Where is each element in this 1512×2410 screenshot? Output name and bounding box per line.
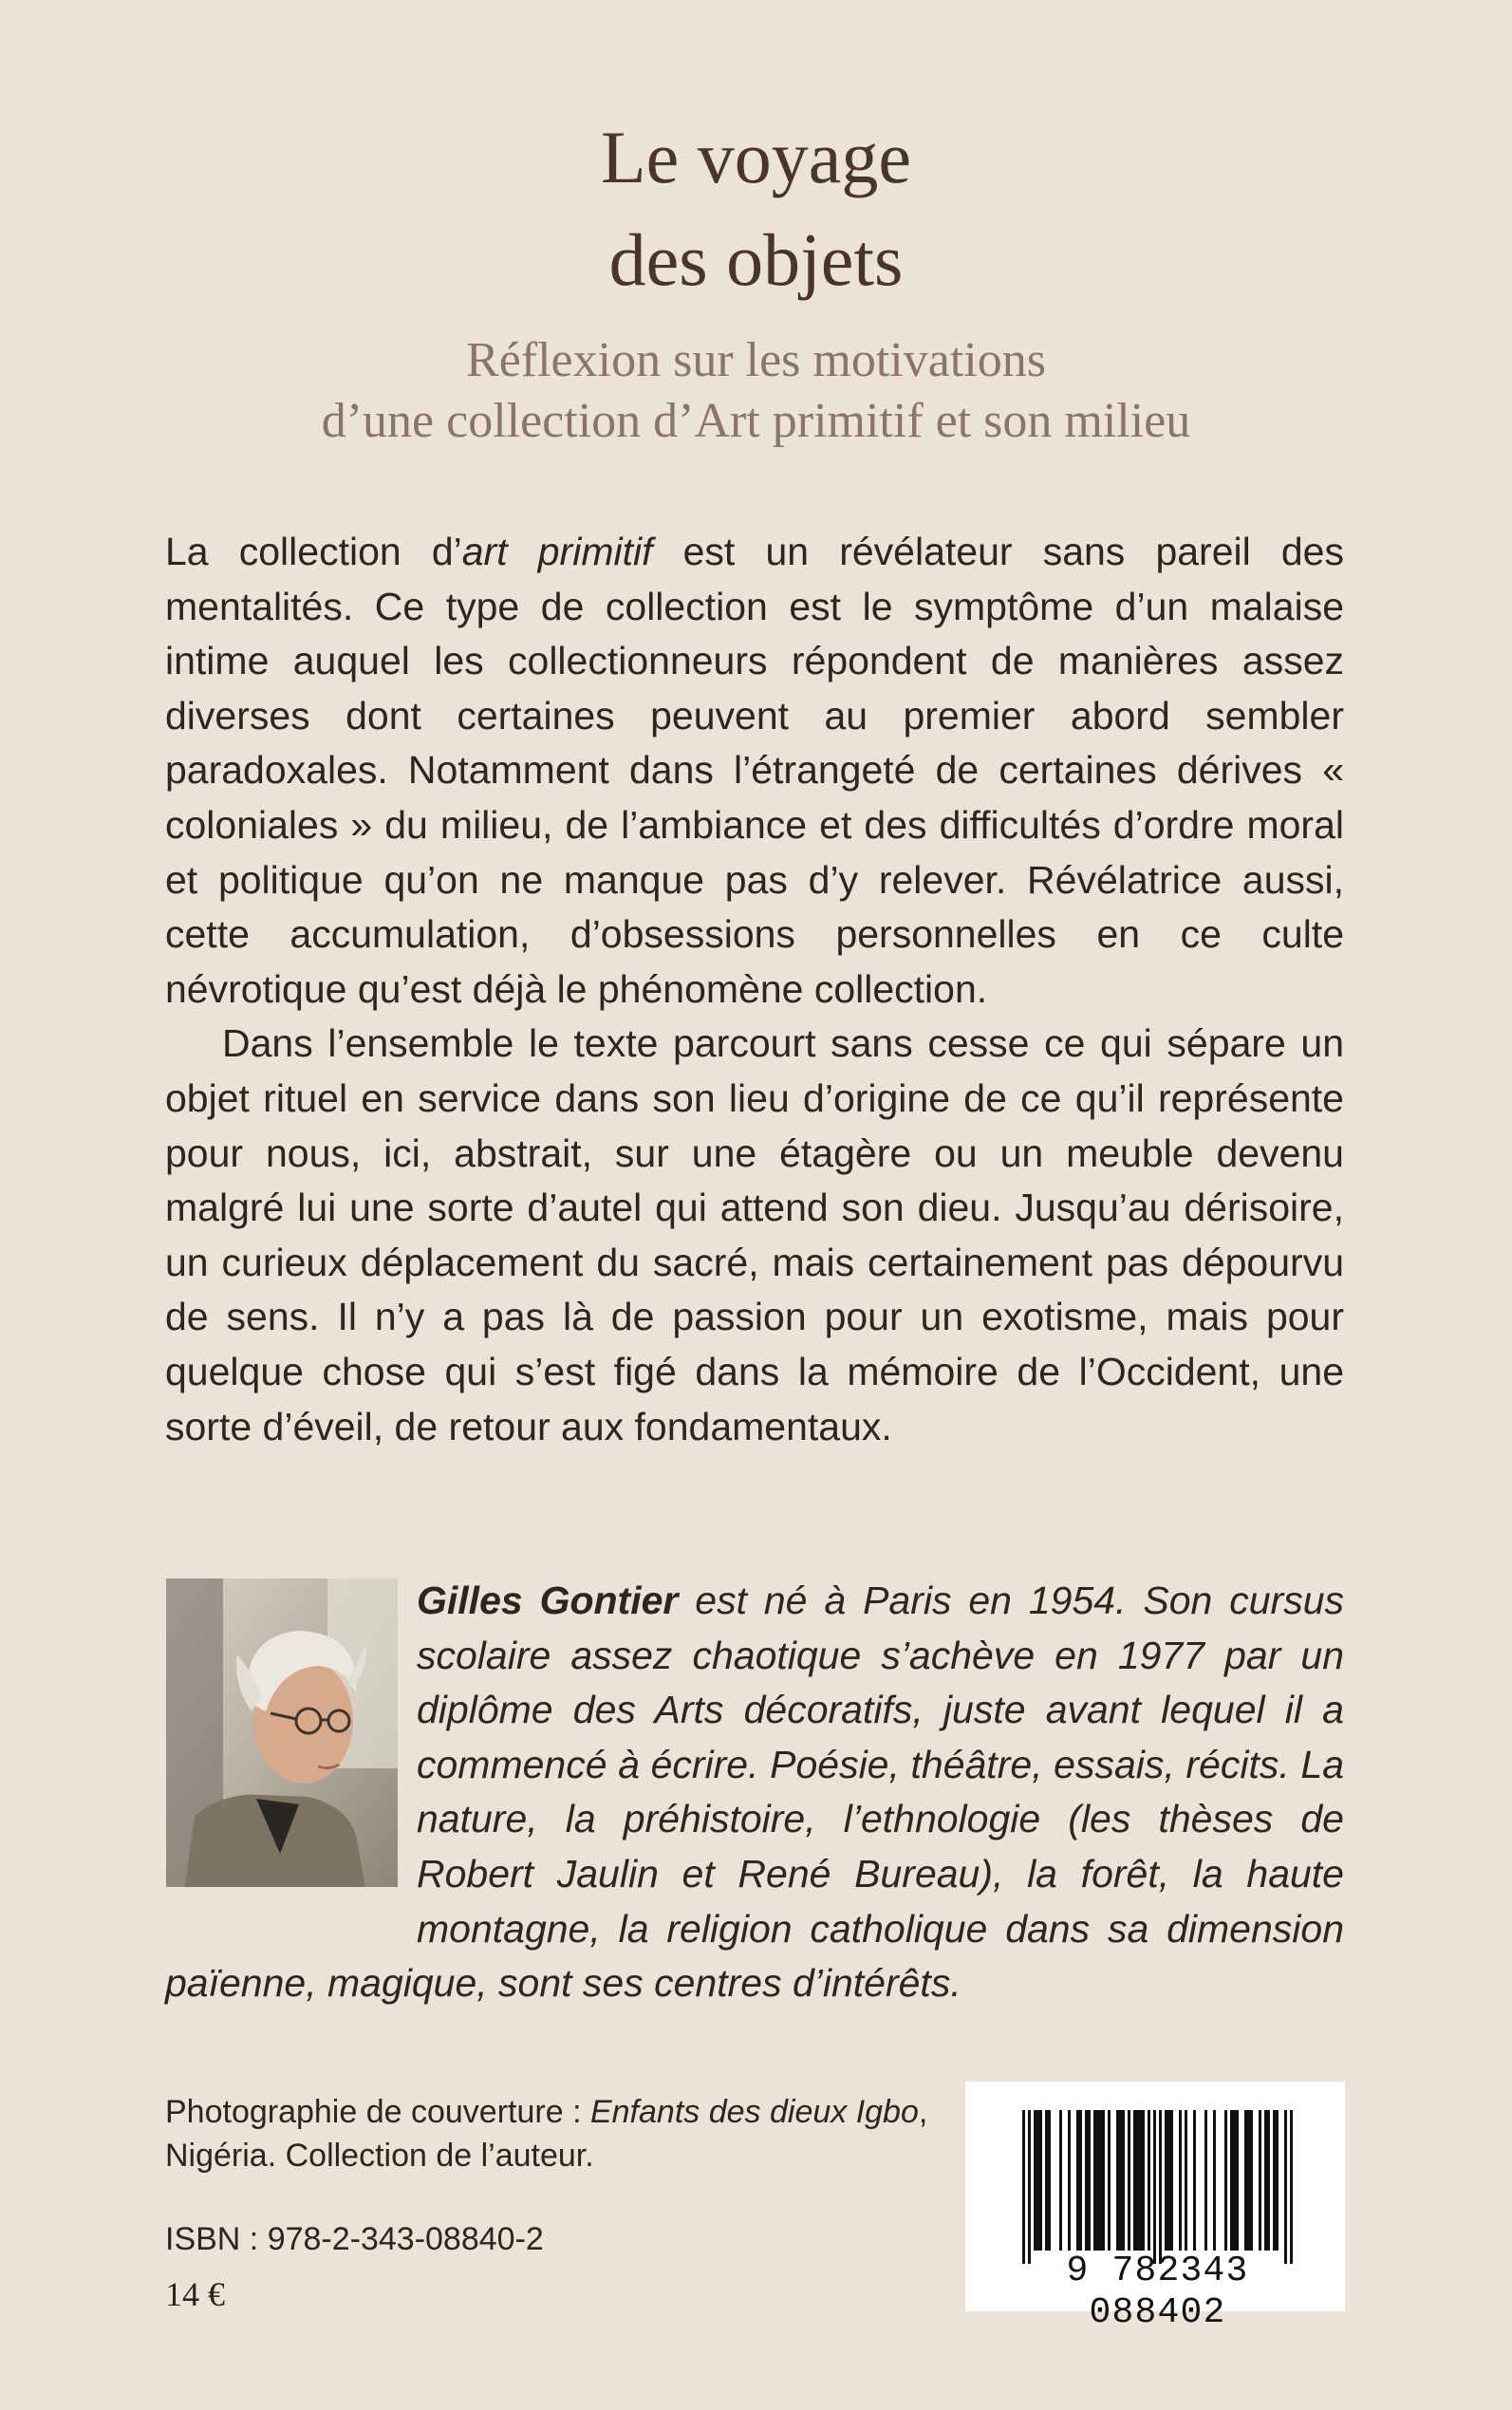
barcode-bar bbox=[1159, 2110, 1162, 2264]
isbn: ISBN : 978-2-343-08840-2 bbox=[165, 2221, 544, 2257]
barcode-bar bbox=[1099, 2110, 1102, 2251]
barcode-bar bbox=[1045, 2110, 1048, 2251]
credits-photo-title: Enfants des dieux Igbo bbox=[589, 2094, 919, 2130]
barcode-bar bbox=[1213, 2110, 1216, 2251]
barcode-bar bbox=[1290, 2110, 1293, 2264]
barcode-bar bbox=[1034, 2110, 1036, 2251]
photo-credits bbox=[165, 2090, 962, 2177]
summary-text bbox=[165, 525, 1344, 1454]
barcode-bar bbox=[1236, 2110, 1239, 2251]
barcode-bar bbox=[1096, 2110, 1099, 2251]
barcode-bar bbox=[1276, 2110, 1279, 2251]
barcode-bar bbox=[1028, 2110, 1031, 2264]
author-bio bbox=[165, 1574, 1344, 2011]
barcode-bar bbox=[1193, 2110, 1196, 2251]
barcode-bar bbox=[1259, 2110, 1261, 2251]
summary-paragraph-2: Dans l’ensemble le texte parcourt sans cesse ce qui sépare un objet rituel en service dans son lieu d’origine de ce qu’il représente pour nous, ici, abstrait, sur une étagère ou un meuble devenu malgré lui une sorte d’autel qui attend son dieu. Jusqu’au dérisoire, un curieux déplacement du sacré, mais certainement pas dépourvu de sens. Il n’y a pas là de passion pour un exotisme, mais pour quelque chose qui s’est figé dans la mémoire de l’Occident, une sorte d’éveil, de retour aux fondamentaux. bbox=[165, 1021, 1344, 1448]
book-subtitle bbox=[0, 330, 1512, 452]
barcode-bar bbox=[1079, 2110, 1082, 2251]
barcode-bar bbox=[1133, 2110, 1136, 2251]
book-title bbox=[0, 106, 1512, 311]
barcode-bar bbox=[1039, 2110, 1042, 2251]
barcode-bar bbox=[1022, 2110, 1025, 2264]
barcode-bar bbox=[1136, 2110, 1139, 2251]
barcode-bar bbox=[1036, 2110, 1039, 2251]
credits-label: Photographie de couverture : bbox=[165, 2094, 590, 2130]
barcode-bar bbox=[1076, 2110, 1079, 2251]
summary-p1-start: La collection d’ bbox=[165, 530, 462, 573]
barcode-bar bbox=[1185, 2110, 1187, 2251]
barcode-bar bbox=[1119, 2110, 1122, 2251]
barcode-bar bbox=[1264, 2110, 1267, 2251]
barcode-bar bbox=[1224, 2110, 1227, 2251]
barcode-bar bbox=[1230, 2110, 1233, 2251]
barcode-bar bbox=[1244, 2110, 1247, 2251]
author-name: Gilles Gontier bbox=[417, 1579, 679, 1622]
summary-p1-italic: art primitif bbox=[461, 530, 653, 573]
barcode-bar bbox=[1059, 2110, 1062, 2251]
barcode-bar bbox=[1250, 2110, 1253, 2251]
barcode-bar bbox=[1165, 2110, 1167, 2251]
credits-line-1 bbox=[165, 2090, 962, 2134]
barcode-bar bbox=[1088, 2110, 1091, 2251]
barcode-bar bbox=[1233, 2110, 1236, 2251]
barcode-bar bbox=[1093, 2110, 1096, 2251]
barcode-bar bbox=[1068, 2110, 1071, 2251]
title-line-2: des objets bbox=[608, 218, 904, 301]
barcode-bar bbox=[1204, 2110, 1207, 2251]
summary-paragraph-1 bbox=[165, 525, 1344, 1017]
barcode-bar bbox=[1142, 2110, 1145, 2251]
barcode-bar bbox=[1048, 2110, 1051, 2251]
barcode-bar bbox=[1247, 2110, 1250, 2251]
barcode-bar bbox=[1273, 2110, 1276, 2251]
barcode-bar bbox=[1284, 2110, 1287, 2264]
summary-p1-rest: est un révélateur sans pareil des mentalités. Ce type de collection est le symptôme d’un malaise intime auquel les collectionneurs répondent de manières assez diverses dont certaines peuvent au premier abord sembler paradoxales. Notamment dans l’étrangeté de certaines dérives « coloniales » du milieu, de l’ambiance et des difficultés d’ordre moral et politique qu’on ne manque pas d’y relever. Révélatrice aussi, cette accumulation, d’obsessions personnelles en ce culte névrotique qu’est déjà le phénomène collection. bbox=[165, 530, 1344, 1011]
barcode-bar bbox=[1179, 2110, 1182, 2251]
barcode-bar bbox=[1122, 2110, 1125, 2251]
barcode-bar bbox=[1085, 2110, 1088, 2251]
barcode-bar bbox=[1170, 2110, 1173, 2251]
title-line-1: Le voyage bbox=[600, 116, 911, 198]
price: 14 € bbox=[165, 2275, 225, 2313]
barcode bbox=[965, 2082, 1345, 2333]
barcode-bar bbox=[1153, 2110, 1156, 2264]
barcode-bar bbox=[1139, 2110, 1142, 2251]
barcode-bar bbox=[1102, 2110, 1105, 2251]
credits-comma: , bbox=[918, 2094, 928, 2130]
barcode-bar bbox=[1128, 2110, 1130, 2251]
subtitle-line-2: d’une collection d’Art primitif et son milieu bbox=[321, 394, 1191, 448]
subtitle-line-1: Réflexion sur les motivations bbox=[466, 333, 1046, 387]
barcode-digits: 9 782343 088402 bbox=[1066, 2251, 1249, 2333]
barcode-bar bbox=[1267, 2110, 1270, 2251]
barcode-bar bbox=[1167, 2110, 1170, 2251]
author-bio-text: est né à Paris en 1954. Son cursus scolaire assez chaotique s’achève en 1977 par un diplôme des Arts décoratifs, juste avant lequel il a commencé à écrire. Poésie, théâtre, essais, récits. La nature, la préhistoire, l’ethnologie (les thèses de Robert Jaulin et René Bureau), la forêt, la haute montagne, la religion catholique dans sa dimension païenne, magique, sont ses centres d’intérêts. bbox=[165, 1579, 1344, 2006]
barcode-bar bbox=[1148, 2110, 1150, 2251]
barcode-bar bbox=[1116, 2110, 1119, 2251]
barcode-bar bbox=[1108, 2110, 1111, 2251]
credits-line-2: Nigéria. Collection de l’auteur. bbox=[165, 2138, 594, 2174]
